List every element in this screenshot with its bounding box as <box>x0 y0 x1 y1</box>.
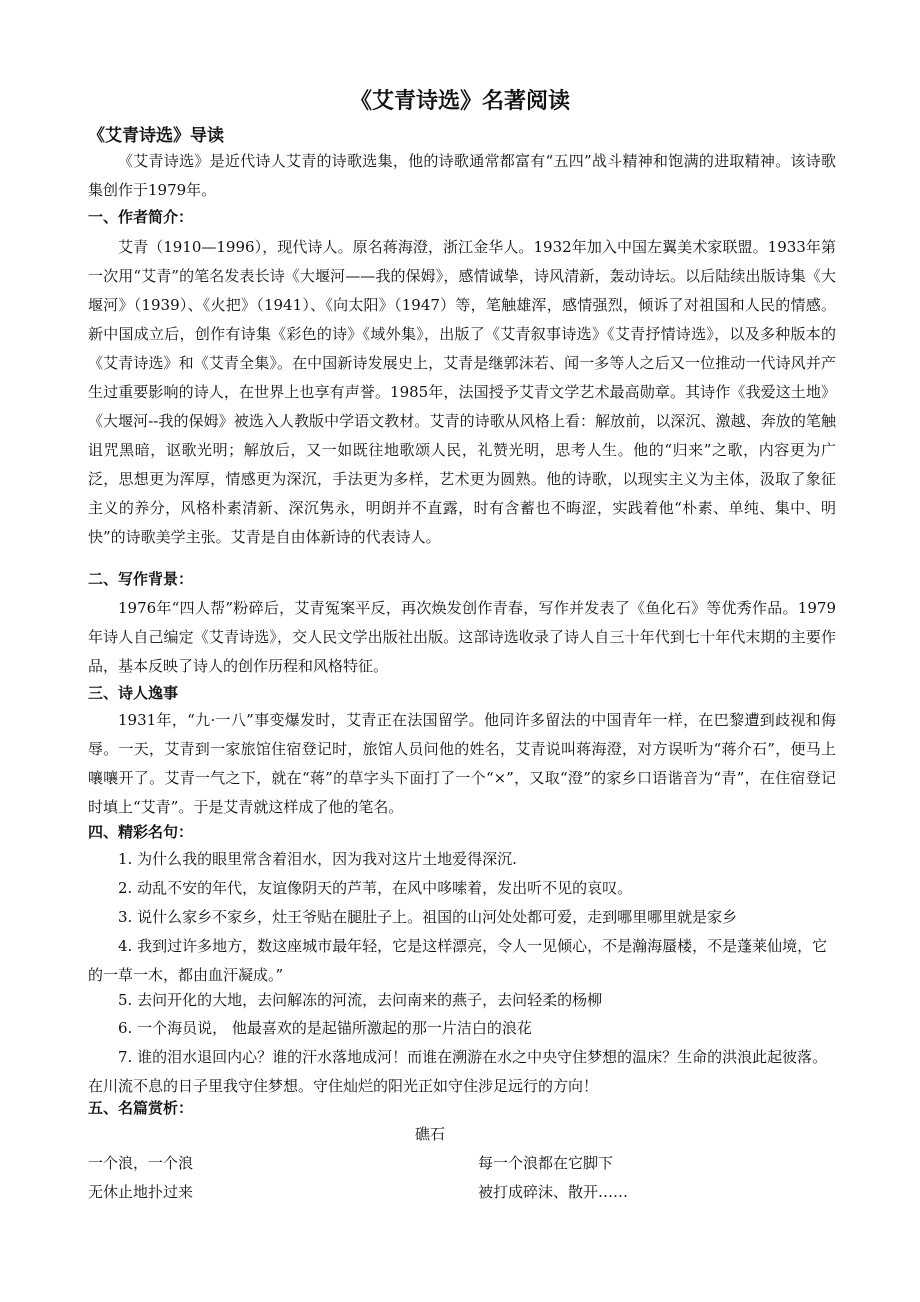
document-title: 《艾青诗选》名著阅读 <box>349 89 570 114</box>
background-paragraph: 1976年“四人帮”粉碎后，艾青冤案平反，再次焕发创作青春，写作并发表了《鱼化石》等优秀作品。1979年诗人自己编定《艾青诗选》，交人民文学出版社出版。这部诗选收录了诗人自三十年代到七十年代末期的主要作品，基本反映了诗人的创作历程和风格特征。 <box>88 599 836 675</box>
section-heading-anecdote: 三、诗人逸事 <box>88 684 179 702</box>
quote-item: 6. 一个海员说， 他最喜欢的是起锚所激起的那一片洁白的浪花 <box>118 1019 532 1037</box>
anecdote-paragraph: 1931年，“九·一八”事变爆发时，艾青正在法国留学。他同许多留法的中国青年一样，在巴黎遭到歧视和侮辱。一天，艾青到一家旅馆住宿登记时，旅馆人员问他的姓名，艾青说叫蒋海澄，对方误听为“蒋介石”，便马上嚷嚷开了。艾青一气之下，就在“蒋”的草字头下面打了一个“×”，又取“澄”的家乡口语谐音为“青”，在住宿登记时填上“艾青”。于是艾青就这样成了他的笔名。 <box>88 711 836 816</box>
quote-item: 7. 谁的泪水退回内心？谁的汗水落地成河！而谁在溯游在水之中央守住梦想的温床？生命的洪浪此起彼落。在川流不息的日子里我守住梦想。守住灿烂的阳光正如守住涉足远行的方向！ <box>88 1048 828 1095</box>
poem-line: 无休止地扑过来 <box>88 1183 194 1201</box>
quote-item: 4. 我到过许多地方，数这座城市最年轻，它是这样漂亮，令人一见倾心，不是瀚海蜃楼，不是蓬莱仙境，它的一草一木，都由血汗凝成。” <box>88 937 828 984</box>
poem-line: 一个浪，一个浪 <box>88 1154 194 1172</box>
author-paragraph: 艾青（1910—1996），现代诗人。原名蒋海澄，浙江金华人。1932年加入中国左翼美术家联盟。1933年第一次用“艾青”的笔名发表长诗《大堰河——我的保姆》，感情诚挚，诗风清新，轰动诗坛。以后陆续出版诗集《大堰河》（1939）、《火把》（1941）、《向太阳》（1947）等，笔触雄浑，感情强烈，倾诉了对祖国和人民的情感。新中国成立后，创作有诗集《彩色的诗》《域外集》，出版了《艾青叙事诗选》《艾青抒情诗选》，以及多种版本的《艾青诗选》和《艾青全集》。在中国新诗发展史上，艾青是继郭沫若、闻一多等人之后又一位推动一代诗风并产生过重要影响的诗人，在世界上也享有声誉。1985年，法国授予艾青文学艺术最高勋章。其诗作《我爱这土地》《大堰河--我的保姆》被选入人教版中学语文教材。艾青的诗歌从风格上看：解放前，以深沉、激越、奔放的笔触诅咒黑暗，讴歌光明；解放后，又一如既往地歌颂人民，礼赞光明，思考人生。他的“归来”之歌，内容更为广泛，思想更为浑厚，情感更为深沉，手法更为多样，艺术更为圆熟。他的诗歌，以现实主义为主体，汲取了象征主义的养分，风格朴素清新、深沉隽永，明朗并不直露，时有含蓄也不晦涩，实践着他“朴素、单纯、集中、明快”的诗歌美学主张。艾青是自由体新诗的代表诗人。 <box>88 238 836 546</box>
poem-line: 每一个浪都在它脚下 <box>478 1154 614 1172</box>
poem-line: 被打成碎沫、散开…… <box>478 1183 629 1201</box>
section-heading-appreciation: 五、名篇赏析： <box>88 1099 194 1117</box>
quote-item: 3. 说什么家乡不家乡，灶王爷贴在腿肚子上。祖国的山河处处都可爱，走到哪里哪里就是家乡 <box>118 908 738 926</box>
intro-paragraph: 《艾青诗选》是近代诗人艾青的诗歌选集，他的诗歌通常都富有“五四”战斗精神和饱满的进取精神。该诗歌集创作于1979年。 <box>88 152 836 199</box>
guide-subtitle: 《艾青诗选》导读 <box>88 126 224 146</box>
quote-item: 5. 去问开化的大地，去问解冻的河流，去问南来的燕子，去问轻柔的杨柳 <box>118 991 603 1009</box>
section-heading-background: 二、写作背景： <box>88 570 194 588</box>
section-heading-author: 一、作者简介： <box>88 208 194 226</box>
section-heading-quotes: 四、精彩名句： <box>88 823 194 841</box>
quote-item: 1. 为什么我的眼里常含着泪水，因为我对这片土地爱得深沉. <box>118 850 517 868</box>
quote-item: 2. 动乱不安的年代，友谊像阴天的芦苇，在风中哆嗦着，发出听不见的哀叹。 <box>118 879 633 897</box>
poem-title: 礁石 <box>414 1125 445 1143</box>
